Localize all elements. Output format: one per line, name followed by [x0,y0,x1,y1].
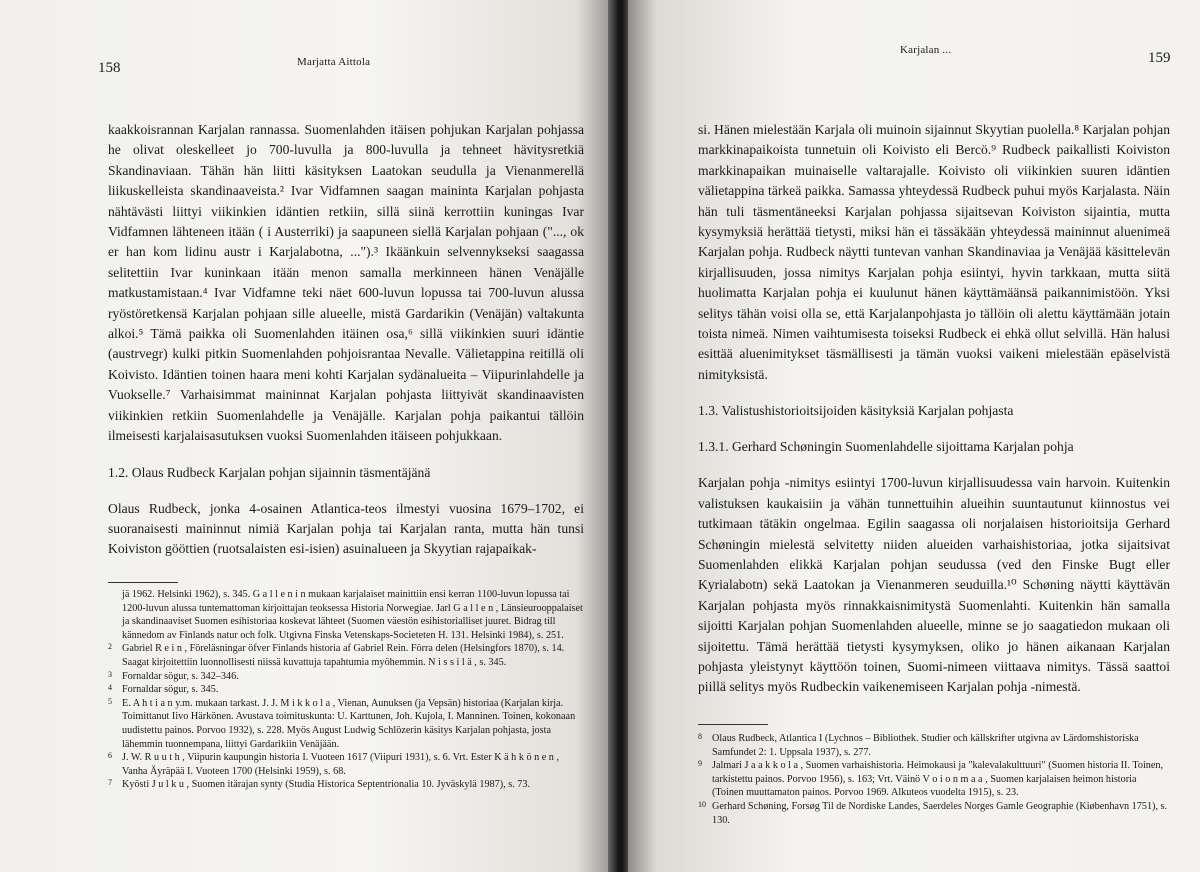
right-page [628,0,1200,872]
right-running-head: Karjalan ... [900,44,952,56]
right-subsection-heading: 1.3.1. Gerhard Schøningin Suomenlahdelle sijoittama Karjalan pohja [698,439,1074,455]
right-footnotes [698,732,1170,827]
footnote-marker: 5 [108,696,112,706]
left-footnote-rule [108,582,178,583]
footnote-marker: 10 [698,799,706,809]
footnote-marker: 2 [108,642,112,652]
right-paragraph-1: si. Hänen mielestään Karjala oli muinoin sijainnut Skyytian puolella.⁸ Karjalan pohjan markkinapaikoista tunnetuin oli Koivisto eli Bercö.⁹ Rudbeck paikallisti Koiviston markkinapaikan muinaiselle valtarajalle. Koivisto oli viikinkien suuren idäntien välietappina tärkeä paikka. Samassa yhteydessä Rudbeck puhui myös Karjalasta. Näin hän tuli täsmentäneeksi Karjalan pohjassa sijaitsevan Koiviston sijaintia, mutta kysymyksiä herättää tietysti, miksi hän ei tässäkään yhteydessä maininnut aluenimeä Karjalan pohja. Rudbeck näytti tuntevan vanhan Skandinaviaa ja Venäjää käsittelevän kirjallisuuden, jossa nimitys Karjalan pohja esiintyi, hyvin tarkkaan, mutta siitä huolimatta Karjalan pohja ei kuulunut hänen käyttämäänsä paikannimistöön. Yksi selitys tähän voisi olla se, että Karjalanpohjasta jo tällöin oli alettu käyttämään jotain toista nimeä. Nimen vaihtumisesta toiseksi Rudbeck ei ehkä ollut selvillä. Hän halusi esittää aluenimitykset täsmällisesti ja tämän vuoksi vaikeni mielestään epäselvistä nimityksistä. [698,122,1170,382]
footnote-text: J. W. R u u t h , Viipurin kaupungin historia I. Vuoteen 1617 (Viipuri 1931), s. 6. Vrt. Ester K ä h k ö n e n , Vanha Äyräpää I. Vuoteen 1700 (Helsinki 1959), s. 68. [122,752,559,777]
footnote-marker: 4 [108,683,112,693]
left-page-number: 158 [98,60,121,76]
footnote-text: jä 1962. Helsinki 1962), s. 345. G a l l e n i n mukaan karjalaiset mainittiin ensi kerran 1100-luvun lopussa tai 1200-luvun alussa tuntemattoman kirjoittajan teoksessa Historia Norwegiae. Jarl G a l l e n , Länsieurooppalaiset ja skandinaaviset Suomen esihistoriaa koskevat lähteet (Suomen väestön esihistorialliset juuret. Bidrag till kännedom av Finlands natur och folk. Utgivna Finska Vetenskaps-Societeten H. 131. Helsinki 1984), s. 251. [122,589,583,641]
right-section-heading: 1.3. Valistushistorioitsijoiden käsityksiä Karjalan pohjasta [698,403,1014,419]
left-footnotes [108,588,584,792]
left-section-heading: 1.2. Olaus Rudbeck Karjalan pohjan sijainnin täsmentäjänä [108,464,431,480]
footnote-marker: 8 [698,732,702,741]
left-running-head: Marjatta Aittola [297,56,371,68]
footnote-text: Gerhard Schøning, Forsøg Til de Nordiske Landes, Saerdeles Norges Gamle Geographie (Kiøbenhavn 1751), s. 130. [712,800,1168,826]
right-footnote-10 [698,800,1170,827]
left-footnote-4 [108,683,584,697]
footnote-text: Fornaldar sögur, s. 342–346. [122,670,239,682]
footnote-marker: 9 [698,759,702,769]
right-footnote-9 [698,759,1170,800]
footnote-text: Olaus Rudbeck, Atlantica I (Lychnos – Bibliothek. Studier och källskrifter utgivna av Lärdomshistoriska Samfundet 2: 1. Uppsala 1937), s. 277. [712,733,1139,758]
footnote-text: E. A h t i a n y.m. mukaan tarkast. J. J. M i k k o l a , Vienan, Aunuksen (ja Vepsän) historiaa (Karjalan kirja. Toimittanut Iivo Härkönen. Avustava toimituskunta: U. Karttunen, Joh. Kujola, I. Manninen. Toinen, kokonaan uudistettu painos. Porvoo 1932), s. 228. Myös August Ludwig Schlözerin käsitys Karjalan pohjasta, josta lähemmin tuonnempana, liittyi Gardarikiin Venäjään. [122,697,576,750]
left-footnote-3 [108,670,584,684]
right-page-number: 159 [1148,50,1171,66]
left-paragraph-1: kaakkoisrannan Karjalan rannassa. Suomenlahden itäisen pohjukan Karjalan pohjassa he olivat oleskelleet jo 700-luvulla ja 800-luvulla ja tehneet hävitysretkiä Skandinaviaan. Tähän hän liitti käsityksen Laatokan seudulla ja Vienanmerellä liikuskelleista skandinaaveista.² Ivar Vidfamnen saagan maininta Karjalan pohjasta nähtävästi liittyi viikinkien idäntien retkiin, sillä siinä kerrottiin kuningas Ivar Vidfamnen lähteneen itään ( i Austerriki) ja saapuneen siellä Karjalan pohjaan ("..., ok er han kom lidinu austr i Karjalabotna, ...").³ Ikäänkuin selvennykseksi saagassa selitettiin Ivar kuninkaan itään menon samalla merkinneen hänen Venäjälle matkustamistaan.⁴ Ivar Vidfamne teki näet 600-luvun lopussa tai 700-luvun alussa ryöstöretkensä Karjalan pohjaan sille alueelle, mistä Gardarikin (Venäjän) valtakunta alkoi.⁵ Tämä paikka oli Suomenlahden itäinen osa,⁶ sillä viikinkien suuri idäntie (austrvegr) kulki pitkin Suomenlahden pohjoisrantaa Nevalle. Välietappina reitillä oli Koivisto. Idäntien toinen haara meni kohti Karjalan sydänalueita – Viipurinlahdelle ja Vuokselle.⁷ Varhaisimmat maininnat Karjalan pohjasta liittyivät skandinaavisten viikinkien retkiin Suomenlahdelle ja Venäjälle. Karjalan pohja paikantui tällöin ilmeisesti karjalaisasutuksen vuoksi Suomenlahden itäiseen pohjukkaan. [108,122,584,444]
right-paragraph-2: Karjalan pohja -nimitys esiintyi 1700-luvun kirjallisuudessa vain harvoin. Kuitenkin valistuksen kaukaisiin ja vähän tunnettuihin alueihin suuntautunut kiinnostus vei tutkimaan tätäkin ongelmaa. Egilin saagassa oli norjalaisen historioitsija Gerhard Schøningin mielestä selvitetty niiden alueiden varhaishistoriaa, jotka sijaitsivat Suomenlahden elikkä Karjalan pohjan seudussa (ved den Finske Bugt eller Kyrialabotn) sekä Laatokan ja Vienanmeren seuduilla.¹⁰ Schøning näytti käyttävän Karjalan pohjasta myös rinnakkaisnimitystä Suomenlahti. Kuitenkin hän samalla sijoitti Karjalan pohjan Suomenlahden alueelle, minne se jo saagatiedon mukaan oli sijoitettu. Tämä herättää tietysti kysymyksen, oliko jo hänen aikanaan Karjalan pohjasta yleistynyt käyttöön toinen, Suomi-nimeen viittaava nimitys. Tässä saattoi piillä selitys myös Rudbeckin vaikenemiseen Karjalan pohja -nimestä. [698,475,1170,695]
left-footnote-7 [108,778,584,792]
footnote-text: Kyösti J u l k u , Suomen itärajan synty (Studia Historica Septentrionalia 10. Jyväskylä 1987), s. 73. [122,779,531,791]
left-footnote-continued [108,588,584,642]
footnote-marker: 3 [108,669,112,679]
footnote-text: Gabriel R e i n , Föreläsningar öfver Finlands historia af Gabriel Rein. Förra delen (Helsingfors 1870), s. 14. Saagat kirjoitettiin luonnollisesti niissä kuvattuja tapahtumia myöhemmin. N i s s i l ä , s. 345. [122,643,565,668]
right-footnote-rule [698,724,768,725]
left-footnote-2 [108,642,584,669]
footnote-text: Jalmari J a a k k o l a , Suomen varhaishistoria. Heimokausi ja "kalevalakulttuuri" (Suomen historia II. Toinen, tarkistettu painos. Porvoo 1956), s. 163; Vrt. Väinö V o i o n m a a , Suomen karjalaisen heimon historia (Toinen muuttamaton painos. Porvoo 1969. Alkuteos vuodelta 1915), s. 23. [712,760,1164,799]
left-body [108,120,584,560]
left-footnote-6 [108,751,584,778]
footnote-text: Fornaldar sögur, s. 345. [122,684,219,696]
left-footnote-5 [108,697,584,751]
footnote-marker: 7 [108,778,112,788]
left-paragraph-2: Olaus Rudbeck, jonka 4-osainen Atlantica-teos ilmestyi vuosina 1679–1702, ei suoranaisesti maininnut nimiä Karjalan pohja tai Karjalan ranta, mutta hän tunsi Koiviston gööttien (ruotsalaisten esi-isien) asuinalueen ja Skyytian rajapaikak- [108,500,584,557]
footnote-marker: 6 [108,751,112,761]
right-footnote-8 [698,732,1170,759]
right-body [698,120,1170,698]
